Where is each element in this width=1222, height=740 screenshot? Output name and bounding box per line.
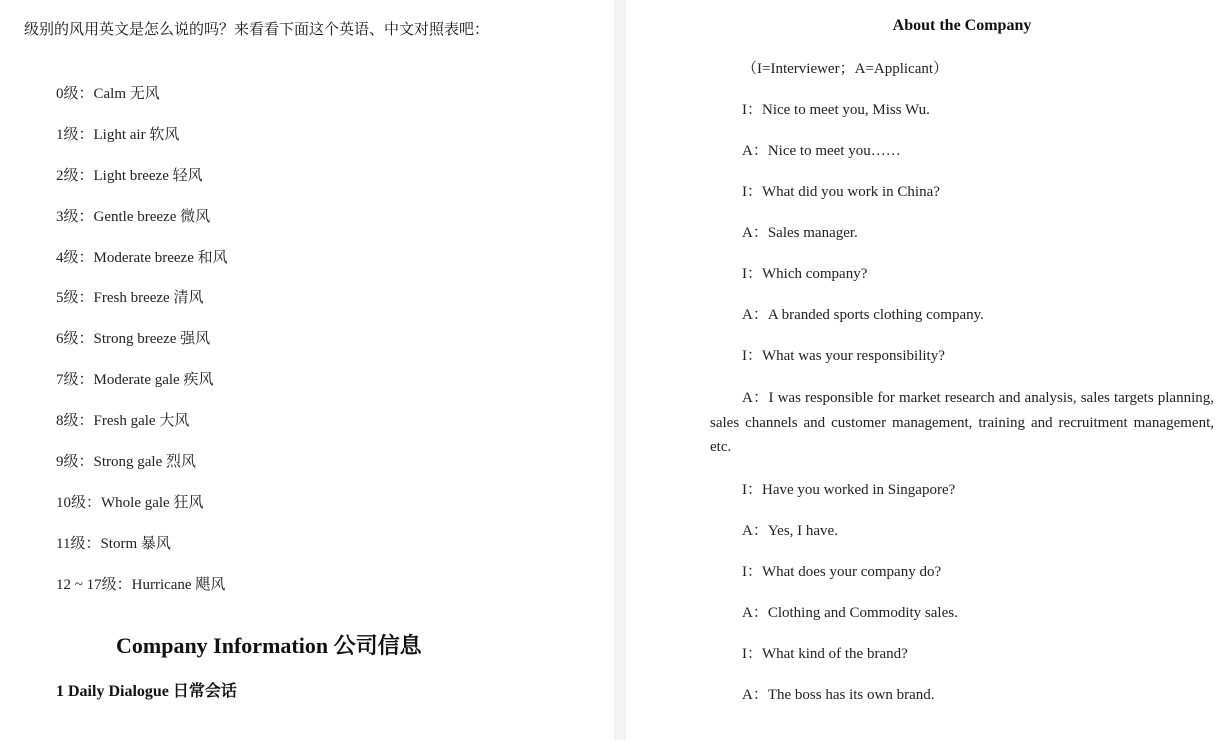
wind-scale-item: 6级：Strong breeze 强风 xyxy=(56,331,211,348)
wind-scale-list xyxy=(56,83,228,615)
wind-scale-item: 5级：Fresh breeze 清风 xyxy=(56,290,204,307)
right-page xyxy=(626,0,1222,740)
section-title: Company Information 公司信息 xyxy=(116,633,422,658)
dialogue-line: A：Nice to meet you…… xyxy=(742,143,901,159)
subsection-title: 1 Daily Dialogue 日常会话 xyxy=(56,683,237,700)
wind-scale-item: 1级：Light air 软风 xyxy=(56,126,180,143)
dialogue-line: A：The boss has its own brand. xyxy=(742,686,935,703)
dialogue-line: I：What did you work in China? xyxy=(742,184,940,200)
dialogue-line: I：What kind of the brand? xyxy=(742,645,908,662)
dialogue-line: I：Which company? xyxy=(742,266,868,282)
page-title: About the Company xyxy=(892,17,1032,34)
dialogue-legend: （I=Interviewer；A=Applicant） xyxy=(742,61,949,77)
dialogue-line: I：Have you worked in Singapore? xyxy=(742,481,956,498)
wind-scale-item: 10级：Whole gale 狂风 xyxy=(56,494,204,511)
dialogue-line: I：Nice to meet you, Miss Wu. xyxy=(742,102,930,118)
dialogue-line: A：A branded sports clothing company. xyxy=(742,307,984,323)
dialogue-line: A：Sales manager. xyxy=(742,225,858,241)
wind-scale-item: 0级：Calm 无风 xyxy=(56,86,160,102)
dialogue-line: I：What does your company do? xyxy=(742,563,942,580)
dialogue-line: A：I was responsible for market research and analysis, sales targets planning, sales channels and customer management, training and recruitment management, etc. xyxy=(710,390,1214,455)
intro-paragraph: 级别的风用英文是怎么说的吗？来看看下面这个英语、中文对照表吧： xyxy=(24,20,490,38)
dialogue-list xyxy=(710,58,1214,725)
wind-scale-item: 8级：Fresh gale 大风 xyxy=(56,413,190,430)
wind-scale-item: 9级：Strong gale 烈风 xyxy=(56,454,196,471)
dialogue-line: I：What was your responsibility? xyxy=(742,348,945,364)
wind-scale-item: 12 ~ 17级：Hurricane 飓风 xyxy=(56,576,226,593)
dialogue-line: A：Yes, I have. xyxy=(742,522,838,539)
wind-scale-item: 3级：Gentle breeze 微风 xyxy=(56,208,211,225)
wind-scale-item: 2级：Light breeze 轻风 xyxy=(56,167,203,184)
dialogue-line: A：Clothing and Commodity sales. xyxy=(742,604,958,621)
wind-scale-item: 11级：Storm 暴风 xyxy=(56,535,171,552)
wind-scale-item: 7级：Moderate gale 疾风 xyxy=(56,372,214,389)
wind-scale-item: 4级：Moderate breeze 和风 xyxy=(56,249,228,266)
